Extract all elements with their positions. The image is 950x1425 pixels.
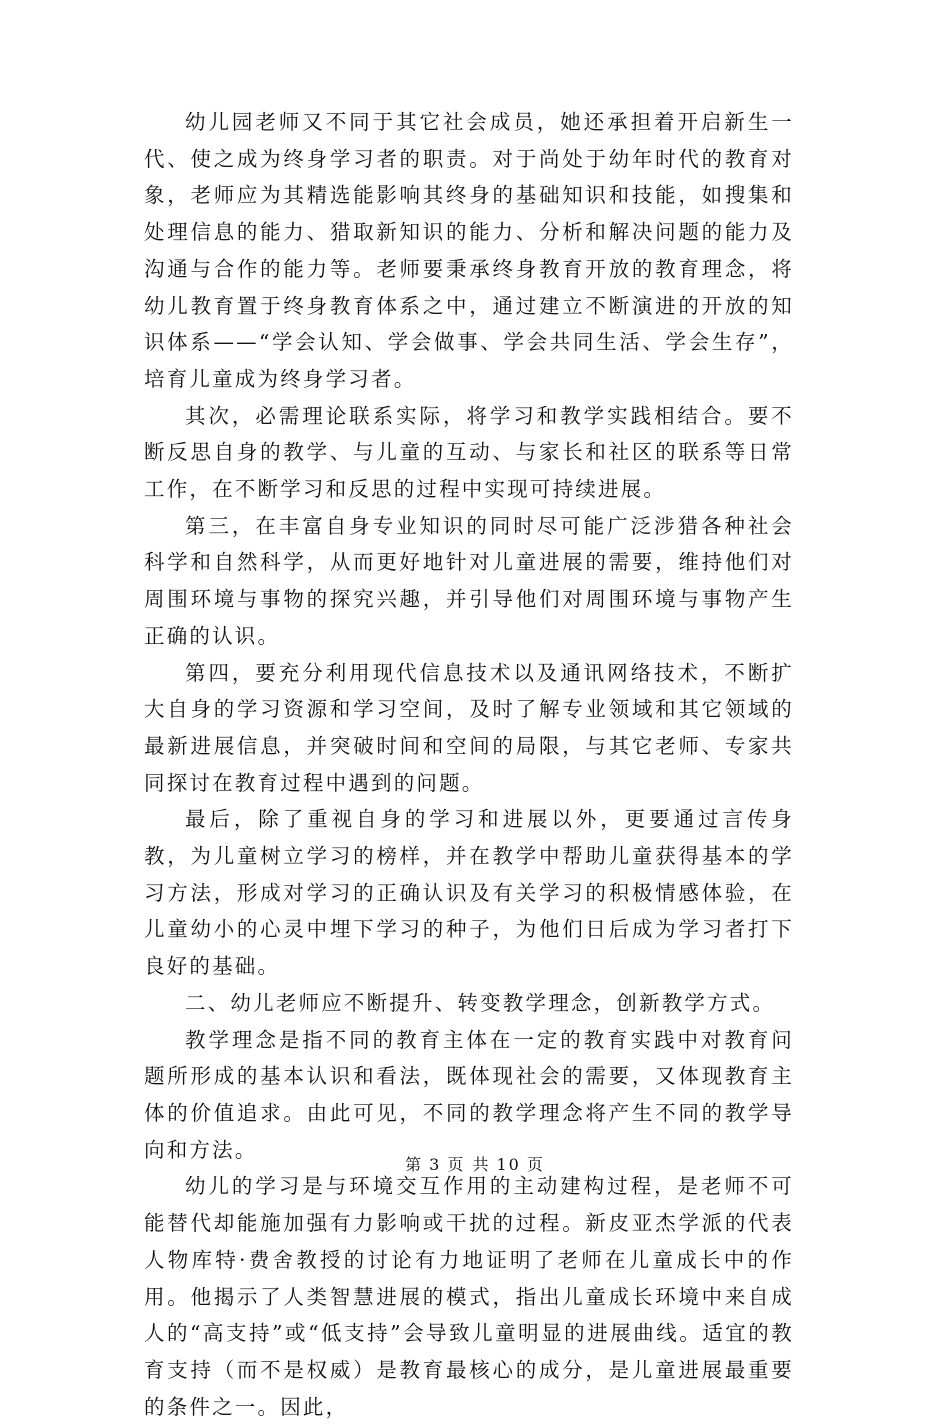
footer-prefix: 第: [405, 1155, 424, 1174]
paragraph-2: 其次，必需理论联系实际，将学习和教学实践相结合。要不断反思自身的教学、与儿童的互动、与家长和社区的联系等日常工作，在不断学习和反思的过程中实现可持续进展。: [144, 403, 794, 502]
paragraph-3: 第三，在丰富自身专业知识的同时尽可能广泛涉猎各种社会科学和自然科学，从而更好地针对儿童进展的需要，维持他们对周围环境与事物的探究兴趣，并引导他们对周围环境与事物产生正确的认识。: [144, 513, 794, 648]
paragraph-5: 最后，除了重视自身的学习和进展以外，更要通过言传身教，为儿童树立学习的榜样，并在教学中帮助儿童获得基本的学习方法，形成对学习的正确认识及有关学习的积极情感体验，在儿童幼小的心灵中埋下学习的种子，为他们日后成为学习者打下良好的基础。: [144, 807, 794, 979]
document-body: [144, 104, 794, 1425]
footer-suffix: 页: [526, 1155, 545, 1174]
paragraph-8: 幼儿的学习是与环境交互作用的主动建构过程，是老师不可能替代却能施加强有力影响或干扰的过程。新皮亚杰学派的代表人物库特·费舍教授的讨论有力地证明了老师在儿童成长中的作用。他揭示了人类智慧进展的模式，指出儿童成长环境中来自成人的“高支持”或“低支持”会导致儿童明显的进展曲线。适宜的教育支持（而不是权威）是教育最核心的成分，是儿童进展最重要的条件之一。因此，: [144, 1174, 794, 1419]
paragraph-1: 幼儿园老师又不同于其它社会成员，她还承担着开启新生一代、使之成为终身学习者的职责。对于尚处于幼年时代的教育对象，老师应为其精选能影响其终身的基础知识和技能，如搜集和处理信息的能力、猎取新知识的能力、分析和解决问题的能力及沟通与合作的能力等。老师要秉承终身教育开放的教育理念，将幼儿教育置于终身教育体系之中，通过建立不断演进的开放的知识体系——“学会认知、学会做事、学会共同生活、学会生存”，培育儿童成为终身学习者。: [144, 110, 794, 391]
paragraph-7: 教学理念是指不同的教育主体在一定的教育实践中对教育问题所形成的基本认识和看法，既体现社会的需要，又体现教育主体的价值追求。由此可见，不同的教学理念将产生不同的教学导向和方法。: [144, 1027, 794, 1162]
footer-middle: 页 共: [447, 1155, 491, 1174]
footer-current-page: 3: [429, 1155, 442, 1174]
paragraph-4: 第四，要充分利用现代信息技术以及通讯网络技术，不断扩大自身的学习资源和学习空间，及时了解专业领域和其它领域的最新进展信息，并突破时间和空间的局限，与其它老师、专家共同探讨在教育过程中遇到的问题。: [144, 660, 794, 795]
section-heading: 二、幼儿老师应不断提升、转变教学理念，创新教学方式。: [185, 990, 776, 1015]
footer-total-pages: 10: [496, 1155, 521, 1174]
page-footer: [0, 1152, 950, 1175]
